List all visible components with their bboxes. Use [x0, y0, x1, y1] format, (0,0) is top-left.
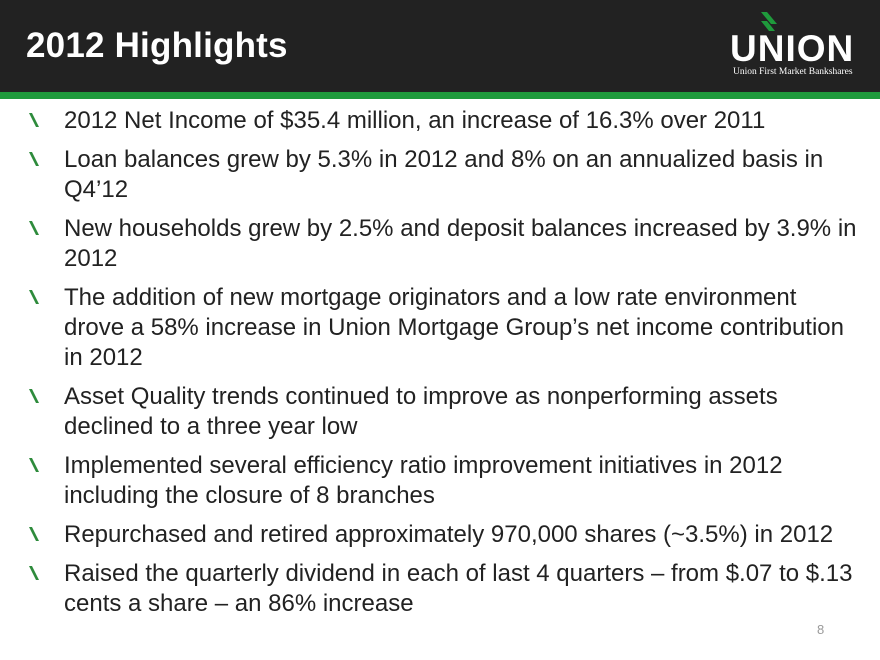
list-item	[28, 382, 858, 442]
green-slash-bullet-icon	[28, 220, 40, 236]
list-item	[28, 451, 858, 511]
logo-subtitle: Union First Market Bankshares	[733, 67, 853, 77]
slide-title: 2012 Highlights	[26, 26, 288, 65]
header-accent-bar	[0, 92, 880, 99]
logo-wordmark: UNION	[730, 28, 855, 69]
list-item	[28, 145, 858, 205]
green-slash-bullet-icon	[28, 388, 40, 404]
list-item	[28, 559, 858, 619]
bullet-text: Loan balances grew by 5.3% in 2012 and 8% on an annualized basis in Q4’12	[64, 146, 824, 203]
bullet-text: New households grew by 2.5% and deposit balances increased by 3.9% in 2012	[64, 215, 857, 272]
page-number: 8	[817, 622, 825, 637]
list-item	[28, 283, 858, 373]
bullet-text: Raised the quarterly dividend in each of last 4 quarters – from $.07 to $.13 cents a share – an 86% increase	[64, 560, 853, 617]
bullet-text: The addition of new mortgage originators and a low rate environment drove a 58% increase in Union Mortgage Group’s net income contribution in 2012	[64, 284, 844, 371]
list-item	[28, 106, 858, 136]
bullet-text: Repurchased and retired approximately 970,000 shares (~3.5%) in 2012	[64, 521, 834, 548]
bullet-text: 2012 Net Income of $35.4 million, an increase of 16.3% over 2011	[64, 107, 766, 134]
green-slash-bullet-icon	[28, 112, 40, 128]
bullet-text: Asset Quality trends continued to improve as nonperforming assets declined to a three year low	[64, 383, 778, 440]
green-slash-bullet-icon	[28, 457, 40, 473]
list-item	[28, 214, 858, 274]
green-slash-bullet-icon	[28, 289, 40, 305]
green-slash-bullet-icon	[28, 526, 40, 542]
list-item	[28, 520, 858, 550]
union-logo	[730, 10, 870, 82]
green-slash-bullet-icon	[28, 565, 40, 581]
green-slash-bullet-icon	[28, 151, 40, 167]
bullet-text: Implemented several efficiency ratio improvement initiatives in 2012 including the closure of 8 branches	[64, 452, 783, 509]
highlights-list	[28, 106, 858, 628]
